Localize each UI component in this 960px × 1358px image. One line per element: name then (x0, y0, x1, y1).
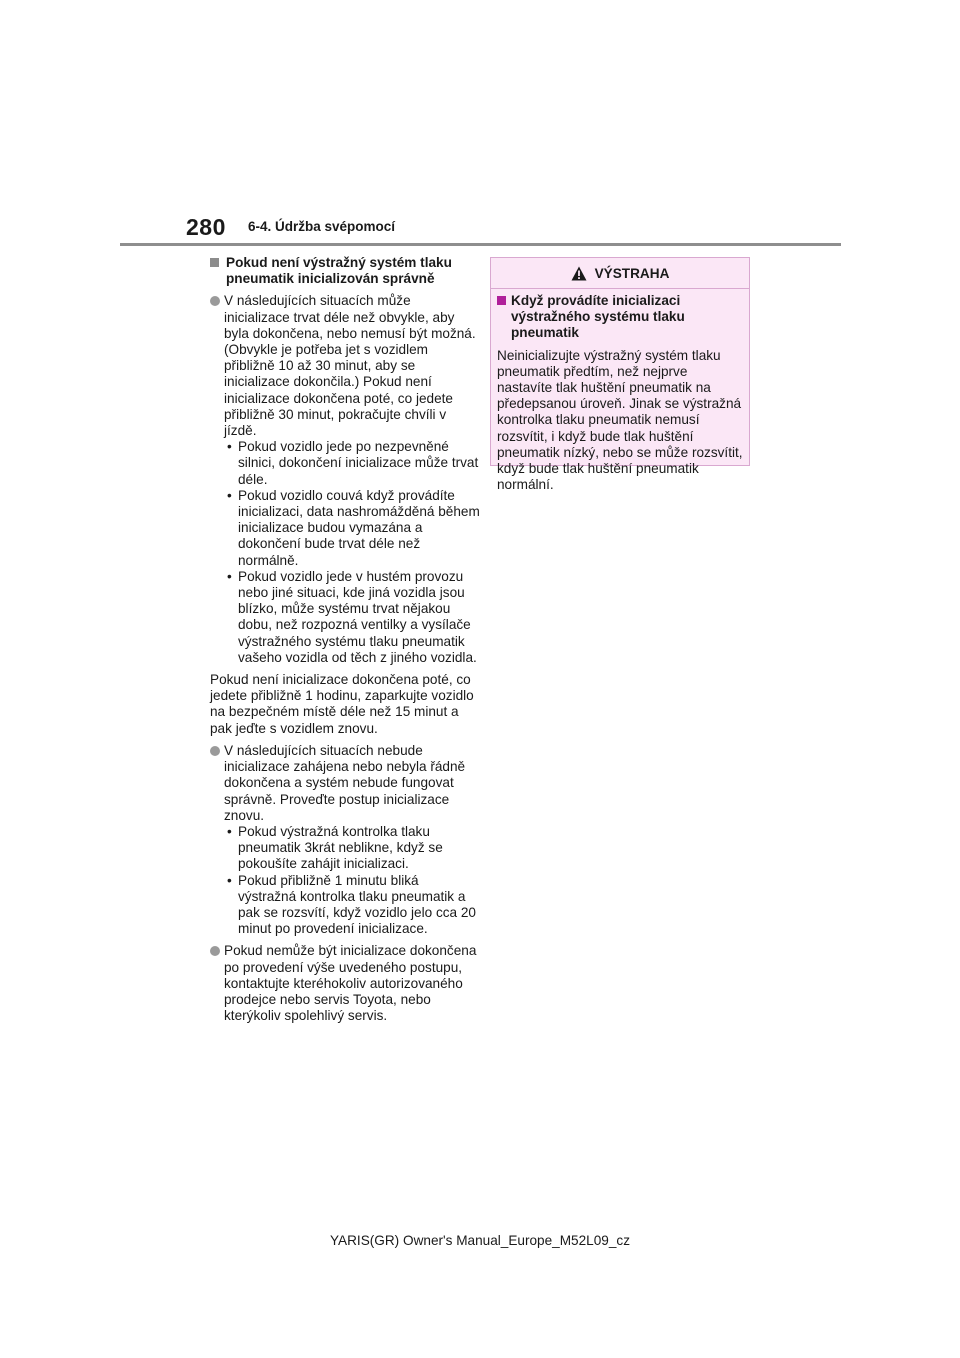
sub-item (224, 824, 480, 873)
warning-heading (497, 293, 743, 342)
bullet-icon: • (227, 823, 232, 839)
warning-header (491, 258, 749, 289)
body-paragraph: Pokud není inicializace dokončena poté, co jedete přibližně 1 hodinu, zaparkujte vozidlo na bezpečném místě déle než 15 minut a pak jeďte s vozidlem znovu. (210, 672, 474, 736)
warning-heading-text: Když provádíte inicializaci výstražného systému tlaku pneumatik (511, 293, 685, 341)
bullet-icon: • (227, 872, 232, 888)
sub-item (224, 439, 480, 488)
bullet-icon: • (227, 487, 232, 503)
sub-item (224, 569, 480, 666)
circle-bullet-icon (210, 746, 220, 756)
bullet-icon: • (227, 439, 232, 455)
list-item-text: V následujících situacích může inicializace trvat déle než obvykle, aby byla dokončena, nebo nemusí být možná. (Obvykle je potřeba jet s vozidlem přibližně 10 až 30 minut, aby se inicializace dokončila.) Pokud není inicializace dokončena poté, co jedete přibližně 30 minut, pokračujte chvíli v jízdě. (224, 293, 476, 439)
square-bullet-icon (497, 296, 506, 305)
list-item-text: V následujících situacích nebude inicializace zahájena nebo nebyla řádně dokončena a systém nebude fungovat správně. Proveďte postup inicializace znovu. (224, 742, 466, 823)
square-bullet-icon (210, 258, 219, 267)
bullet-icon: • (227, 568, 232, 584)
left-heading-text: Pokud není výstražný systém tlaku pneumatik inicializován správně (226, 255, 452, 287)
warning-body (491, 289, 749, 493)
sub-item-text: Pokud vozidlo jede v hustém provozu nebo jiné situaci, kde jiná vozidla jsou blízko, může systému trvat nějakou dobu, než rozpozná ventilky a vysílače výstražného systému tlaku pneumatik vašeho vozidla od těch z jiného vozidla. (238, 568, 477, 665)
warning-text: Neinicializujte výstražný systém tlaku pneumatik předtím, než nejprve nastavíte tlak huštění pneumatik na předepsanou úroveň. Jinak se výstražná kontrolka tlaku pneumatik nemusí rozsvítit, i když bude tlak huštění pneumatik nízký, nebo se může rozsvítit, když bude tlak huštění pneumatik normální. (497, 347, 743, 493)
warning-title: VÝSTRAHA (594, 265, 670, 281)
sub-item-text: Pokud výstražná kontrolka tlaku pneumatik 3krát neblikne, když se pokoušíte zahájit inicializaci. (238, 823, 443, 872)
sub-item-text: Pokud vozidlo jede po nezpevněné silnici, dokončení inicializace může trvat déle. (238, 439, 479, 487)
list-item (210, 743, 480, 937)
header-rule (120, 243, 841, 246)
page-number: 280 (186, 214, 226, 240)
list-item (210, 293, 480, 666)
sub-item-text: Pokud přibližně 1 minutu bliká výstražná kontrolka tlaku pneumatik a pak se rozsvítí, když vozidlo jelo cca 20 minut po provedení inicializace. (238, 872, 476, 937)
section-title: 6-4. Údržba svépomocí (248, 219, 396, 234)
list-item-text: Pokud nemůže být inicializace dokončena po provedení výše uvedeného postupu, kontaktujte kteréhokoliv autorizovaného prodejce nebo servis Toyota, nebo kterýkoliv spolehlivý servis. (224, 943, 477, 1024)
sub-item (224, 873, 480, 938)
warning-box (490, 257, 750, 493)
warning-triangle-icon (571, 266, 587, 281)
sub-item-text: Pokud vozidlo couvá když provádíte inicializaci, data nashromážděná během inicializace budou vymazána a dokončení bude trvat déle než normálně. (238, 487, 480, 568)
sub-item (224, 488, 480, 569)
left-column (210, 255, 480, 1030)
circle-bullet-icon (210, 296, 220, 306)
list-item (210, 943, 480, 1024)
footer: YARIS(GR) Owner's Manual_Europe_M52L09_cz (329, 1233, 631, 1248)
left-heading (210, 255, 480, 287)
circle-bullet-icon (210, 946, 220, 956)
